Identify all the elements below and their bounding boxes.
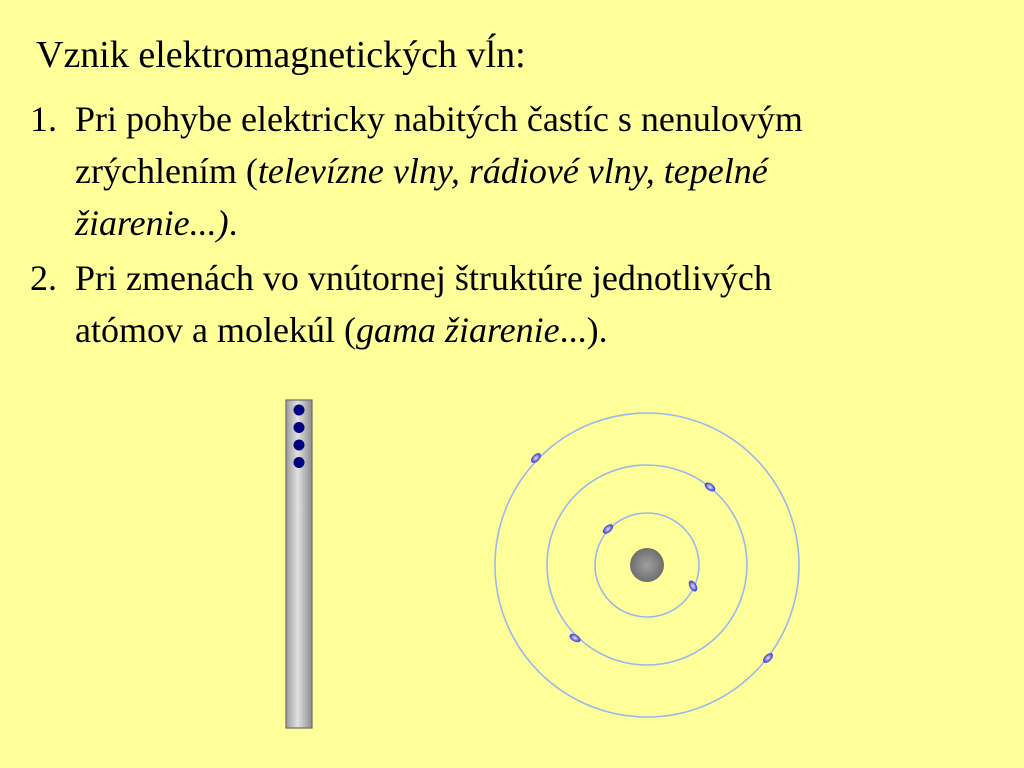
list-item-number: 2. xyxy=(30,258,57,298)
text-span: . xyxy=(228,203,238,243)
text-span: ...). xyxy=(559,310,608,350)
list-item-line xyxy=(75,304,1000,356)
list-item-line xyxy=(75,197,1000,249)
text-span: atómov a molekúl ( xyxy=(75,310,356,350)
nucleus xyxy=(630,548,664,582)
electron xyxy=(529,451,542,464)
text-span: Pri pohybe elektricky nabitých častíc s nenulovým xyxy=(75,99,803,139)
charged-rod-figure xyxy=(283,398,315,730)
list-item xyxy=(30,252,1000,356)
charge-dot xyxy=(294,457,305,468)
list-item-number: 1. xyxy=(30,99,57,139)
list-item-line xyxy=(75,252,1000,304)
electron xyxy=(601,522,615,535)
charge-dot xyxy=(294,405,305,416)
italic-examples: gama žiarenie xyxy=(355,310,560,350)
list-item-text xyxy=(75,252,1000,356)
list-item-text xyxy=(75,93,1000,249)
list-item xyxy=(30,93,1000,249)
slide-title: Vznik elektromagnetických vĺn: xyxy=(36,34,526,76)
italic-examples: žiarenie...) xyxy=(75,203,229,243)
text-span: zrýchlením ( xyxy=(75,151,258,191)
italic-examples: televízne vlny, rádiové vlny, tepelné xyxy=(257,151,768,191)
atom-figure xyxy=(488,410,808,730)
list-item-line xyxy=(75,145,1000,197)
list-item-line xyxy=(75,93,1000,145)
charge-dot xyxy=(294,440,305,451)
text-span: Pri zmenách vo vnútornej štruktúre jednotlivých xyxy=(75,258,772,298)
charge-dot xyxy=(294,422,305,433)
